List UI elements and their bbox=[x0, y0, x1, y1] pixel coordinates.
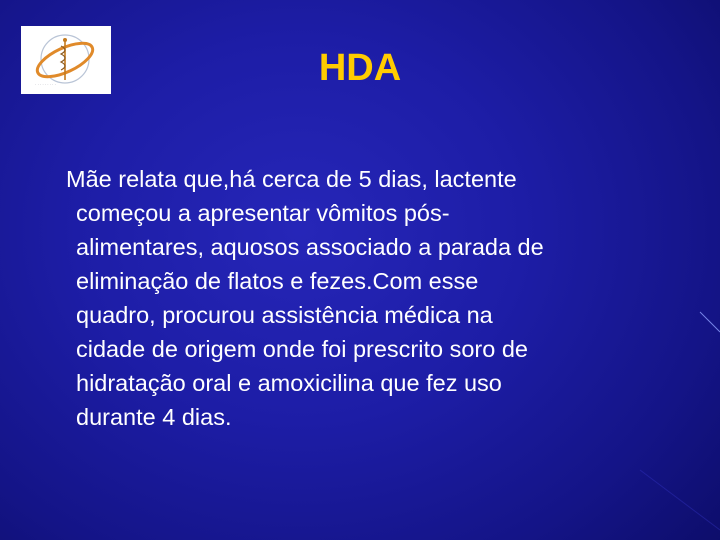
body-line: quadro, procurou assistência médica na bbox=[76, 302, 493, 328]
logo bbox=[21, 26, 111, 94]
body-line: eliminação de flatos e fezes.Com esse bbox=[76, 268, 479, 294]
body-line: começou a apresentar vômitos pós- bbox=[76, 200, 450, 226]
slide-body bbox=[66, 162, 668, 434]
svg-text:· · · · · · · · ·: · · · · · · · · · bbox=[35, 82, 56, 87]
body-line: alimentares, aquosos associado a parada de bbox=[76, 234, 544, 260]
body-line: Mãe relata que,há cerca de 5 dias, lactente bbox=[66, 166, 517, 192]
medical-emblem-icon bbox=[21, 26, 111, 94]
body-line: cidade de origem onde foi prescrito soro de bbox=[76, 336, 528, 362]
slide-title: HDA bbox=[318, 47, 402, 89]
body-line: hidratação oral e amoxicilina que fez uso bbox=[76, 370, 502, 396]
body-line: durante 4 dias. bbox=[76, 404, 232, 430]
